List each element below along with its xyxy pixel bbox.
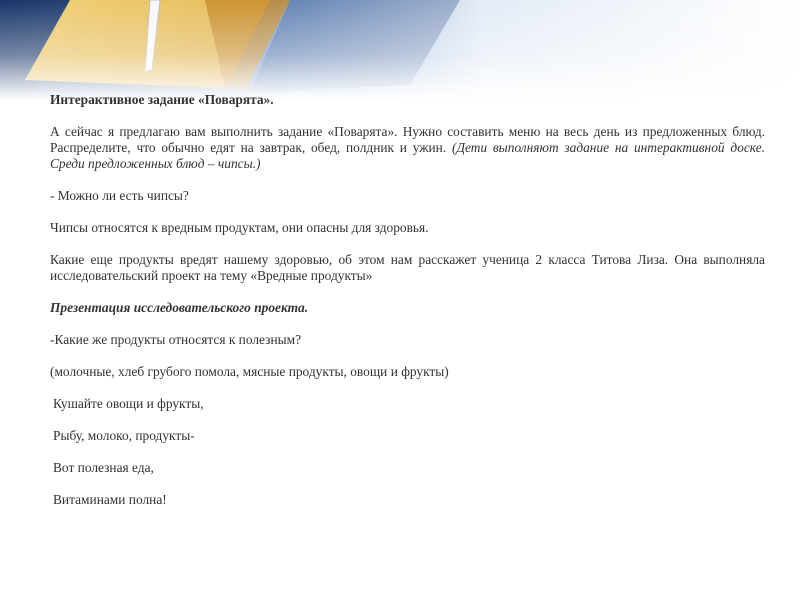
harmful-products-paragraph: Какие еще продукты вредят нашему здоровью, об этом нам расскажет ученица 2 класса Титова Лиза. Она выполняла исследовательский проект на тему «Вредные продукты»: [50, 252, 765, 283]
presentation-heading: Презентация исследовательского проекта.: [50, 300, 309, 315]
task-intro-text: А сейчас я предлагаю вам выполнить задание «Поварята». Нужно составить меню на весь день из предложенных блюд. Распределите, что обычно едят на завтрак, обед, полдник и ужин.: [50, 124, 765, 155]
poem-line: Вот полезная еда,: [53, 460, 154, 475]
answer-healthy: (молочные, хлеб грубого помола, мясные продукты, овощи и фрукты): [50, 364, 449, 379]
task-intro: [50, 124, 765, 172]
poem-line: Витаминами полна!: [53, 492, 167, 507]
poem-line: Кушайте овощи и фрукты,: [53, 396, 204, 411]
task-title: Интерактивное задание «Поварята».: [50, 92, 274, 107]
answer-chips: Чипсы относятся к вредным продуктам, они опасны для здоровья.: [50, 220, 429, 235]
header-decoration: [0, 0, 800, 100]
poem-line: Рыбу, молоко, продукты-: [53, 428, 195, 443]
task-intro-note: (Дети выполняют задание на интерактивной доске. Среди предложенных блюд – чипсы.): [50, 140, 765, 171]
question-chips: - Можно ли есть чипсы?: [50, 188, 189, 203]
document-body: [50, 92, 765, 524]
question-healthy: -Какие же продукты относятся к полезным?: [50, 332, 302, 347]
